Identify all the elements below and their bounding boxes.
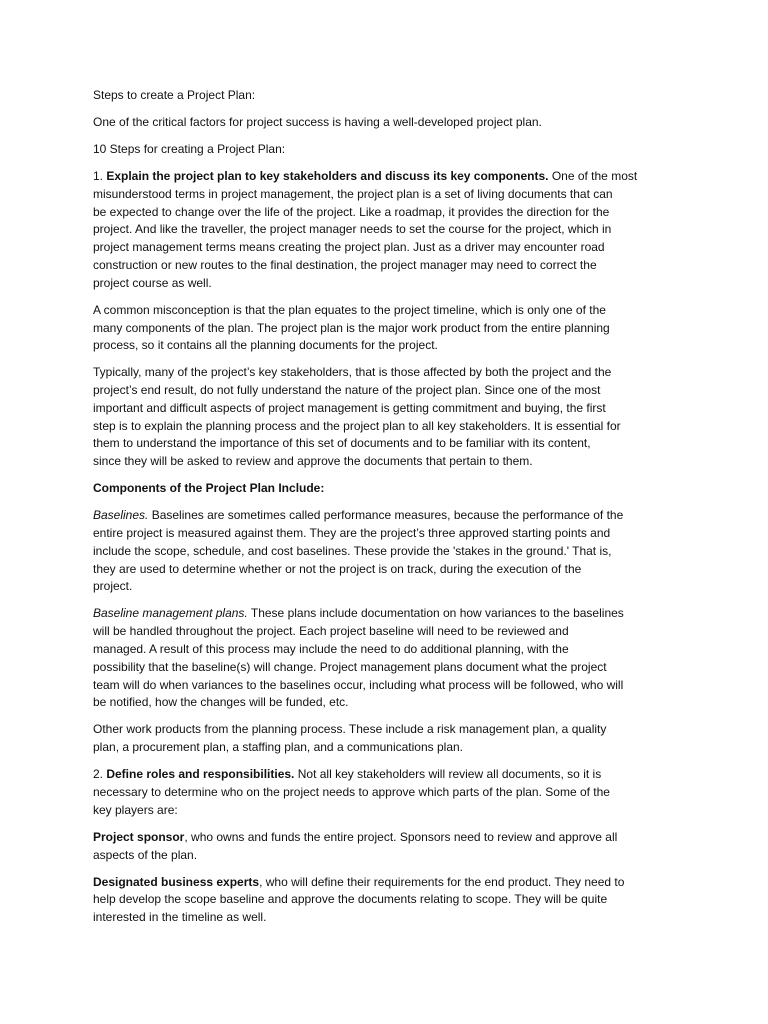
body-text: 1. <box>93 168 107 183</box>
body-text: project course as well. <box>93 275 212 290</box>
other-work-products-paragraph <box>93 721 733 757</box>
body-text: Baselines are sometimes called performance measures, because the performance of the <box>148 508 624 523</box>
text-line <box>93 578 733 596</box>
bold-text: Define roles and responsibilities. <box>106 767 295 782</box>
text-line <box>93 766 733 784</box>
text-line <box>93 802 733 820</box>
project-sponsor-paragraph <box>93 829 733 865</box>
intro-paragraph <box>93 114 733 132</box>
body-text: , who owns and funds the entire project. Sponsors need to review and approve all <box>184 829 618 844</box>
text-line <box>93 623 733 641</box>
text-line <box>93 337 733 355</box>
text-line <box>93 453 733 471</box>
step-2-paragraph <box>93 766 733 819</box>
text-line <box>93 364 733 382</box>
body-text: misunderstood terms in project management, the project plan is a set of living documents that can <box>93 186 613 201</box>
text-line <box>93 721 733 739</box>
text-line <box>93 525 733 543</box>
baseline-management-paragraph <box>93 605 733 712</box>
steps-heading <box>93 141 733 159</box>
text-line <box>93 891 733 909</box>
body-text: be notified, how the changes will be funded, etc. <box>93 695 349 710</box>
body-text: project’s end result, do not fully understand the nature of the project plan. Since one of the most <box>93 383 601 398</box>
body-text: Other work products from the planning process. These include a risk management plan, a quality <box>93 722 607 737</box>
body-text: possibility that the baseline(s) will change. Project management plans document what the project <box>93 659 607 674</box>
body-text: These plans include documentation on how variances to the baselines <box>247 606 624 621</box>
document-page <box>93 87 733 936</box>
bold-text: Project sponsor <box>93 829 185 844</box>
text-line <box>93 114 733 132</box>
text-line <box>93 221 733 239</box>
baselines-paragraph <box>93 507 733 596</box>
italic-text: Baselines. <box>93 508 149 523</box>
body-text: , who will define their requirements for the end product. They need to <box>259 874 625 889</box>
text-line <box>93 435 733 453</box>
body-text: Typically, many of the project’s key stakeholders, that is those affected by both the project and the <box>93 365 612 380</box>
body-text: project. <box>93 579 133 594</box>
text-line <box>93 480 733 498</box>
text-line <box>93 302 733 320</box>
business-experts-paragraph <box>93 874 733 927</box>
body-text: since they will be asked to review and approve the documents that pertain to them. <box>93 454 533 469</box>
body-text: project. And like the traveller, the project manager needs to set the course for the project, which in <box>93 222 612 237</box>
text-line <box>93 659 733 677</box>
step-1-paragraph <box>93 168 733 293</box>
body-text: A common misconception is that the plan equates to the project timeline, which is only one of the <box>93 302 606 317</box>
body-text: will be handled throughout the project. Each project baseline will need to be reviewed and <box>93 624 569 639</box>
text-line <box>93 418 733 436</box>
text-line <box>93 605 733 623</box>
body-text: interested in the timeline as well. <box>93 910 267 925</box>
text-line <box>93 239 733 257</box>
body-text: construction or new routes to the final destination, the project manager may need to correct the <box>93 257 597 272</box>
text-line <box>93 87 733 105</box>
text-line <box>93 829 733 847</box>
text-line <box>93 400 733 418</box>
text-line <box>93 694 733 712</box>
body-text: important and difficult aspects of project management is getting commitment and buying, the first <box>93 400 606 415</box>
text-line <box>93 874 733 892</box>
body-text: step is to explain the planning process and the project plan to all key stakeholders. It is essential for <box>93 418 621 433</box>
text-line <box>93 382 733 400</box>
text-line <box>93 141 733 159</box>
body-text: project management terms means creating the project plan. Just as a driver may encounter road <box>93 240 605 255</box>
text-line <box>93 257 733 275</box>
body-text: process, so it contains all the planning documents for the project. <box>93 338 438 353</box>
body-text: aspects of the plan. <box>93 847 198 862</box>
body-text: managed. A result of this process may include the need to do additional planning, with the <box>93 642 569 657</box>
body-text: 2. <box>93 767 107 782</box>
text-line <box>93 204 733 222</box>
body-text: Not all key stakeholders will review all documents, so it is <box>294 767 602 782</box>
body-text: plan, a procurement plan, a staffing plan, and a communications plan. <box>93 740 464 755</box>
body-text: One of the most <box>548 168 638 183</box>
text-line <box>93 847 733 865</box>
body-text: help develop the scope baseline and approve the documents relating to scope. They will be quite <box>93 892 608 907</box>
text-line <box>93 275 733 293</box>
body-text: key players are: <box>93 802 178 817</box>
body-text: they are used to determine whether or not the project is on track, during the execution of the <box>93 561 582 576</box>
text-line <box>93 784 733 802</box>
text-line <box>93 561 733 579</box>
body-text: them to understand the importance of this set of documents and to be familiar with its content, <box>93 436 591 451</box>
body-text: entire project is measured against them. They are the project’s three approved starting points and <box>93 526 611 541</box>
text-line <box>93 909 733 927</box>
components-heading <box>93 480 733 498</box>
body-text: necessary to determine who on the project needs to approve which parts of the plan. Some of the <box>93 784 610 799</box>
text-line <box>93 543 733 561</box>
text-line <box>93 507 733 525</box>
body-text: 10 Steps for creating a Project Plan: <box>93 141 286 156</box>
bold-text: Explain the project plan to key stakeholders and discuss its key components. <box>106 168 549 183</box>
text-line <box>93 320 733 338</box>
text-line <box>93 168 733 186</box>
stakeholders-paragraph <box>93 364 733 471</box>
body-text: many components of the plan. The project plan is the major work product from the entire planning <box>93 320 610 335</box>
body-text: Steps to create a Project Plan: <box>93 88 256 102</box>
body-text: One of the critical factors for project success is having a well-developed project plan. <box>93 114 542 129</box>
body-text: include the scope, schedule, and cost baselines. These provide the 'stakes in the ground.' That is, <box>93 543 612 558</box>
body-text: team will do when variances to the baselines occur, including what process will be followed, who will <box>93 677 624 692</box>
bold-text: Designated business experts <box>93 874 260 889</box>
body-text: be expected to change over the life of the project. Like a roadmap, it provides the direction for the <box>93 204 610 219</box>
text-line <box>93 677 733 695</box>
text-line <box>93 739 733 757</box>
bold-text: Components of the Project Plan Include: <box>93 481 325 496</box>
intro-heading <box>93 87 733 105</box>
italic-text: Baseline management plans. <box>93 606 248 621</box>
text-line <box>93 186 733 204</box>
text-line <box>93 641 733 659</box>
misconception-paragraph <box>93 302 733 355</box>
